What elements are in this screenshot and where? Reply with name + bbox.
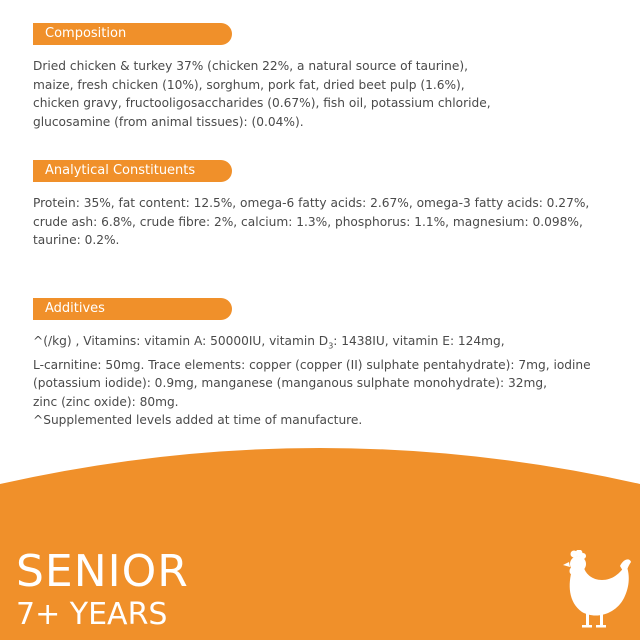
- senior-label: SENIOR: [16, 546, 189, 597]
- analytical-constituents-header: Analytical Constituents: [33, 160, 232, 182]
- analytical-constituents-text: Protein: 35%, fat content: 12.5%, omega-6 fatty acids: 2.67%, omega-3 fatty acids: 0.27%, crude ash: 6.8%, crude fibre: 2%, calcium: 1.3%, phosphorus: 1.1%, magnesium: 0.098%, taurine: 0.2%.: [33, 196, 590, 247]
- composition-header: Composition: [33, 23, 232, 45]
- additives-header: Additives: [33, 298, 232, 320]
- additives-text: [33, 332, 623, 430]
- additives-rest: L-carnitine: 50mg. Trace elements: copper (copper (II) sulphate pentahydrate): 7mg, iodine (potassium iodide): 0.9mg, manganese (manganous sulphate monohydrate): 32mg, zinc (zinc oxide): 80mg. ^Supplemented levels added at time of manufacture.: [33, 357, 591, 428]
- chicken-icon: [560, 550, 632, 632]
- age-label: 7+ YEARS: [16, 597, 168, 632]
- additives-line-1: ^(/kg) , Vitamins: vitamin A: 50000IU, vitamin $D_3$: 1438IU, vitamin E: 124mg,: [33, 334, 505, 351]
- composition-text: Dried chicken & turkey 37% (chicken 22%, a natural source of taurine), maize, fresh chicken (10%), sorghum, pork fat, dried beet pulp (1.6%), chicken gravy, fructooligosaccharides (0.67%), fish oil, potassium chloride, glucosamine (from animal tissues): (0.04%).: [33, 59, 491, 129]
